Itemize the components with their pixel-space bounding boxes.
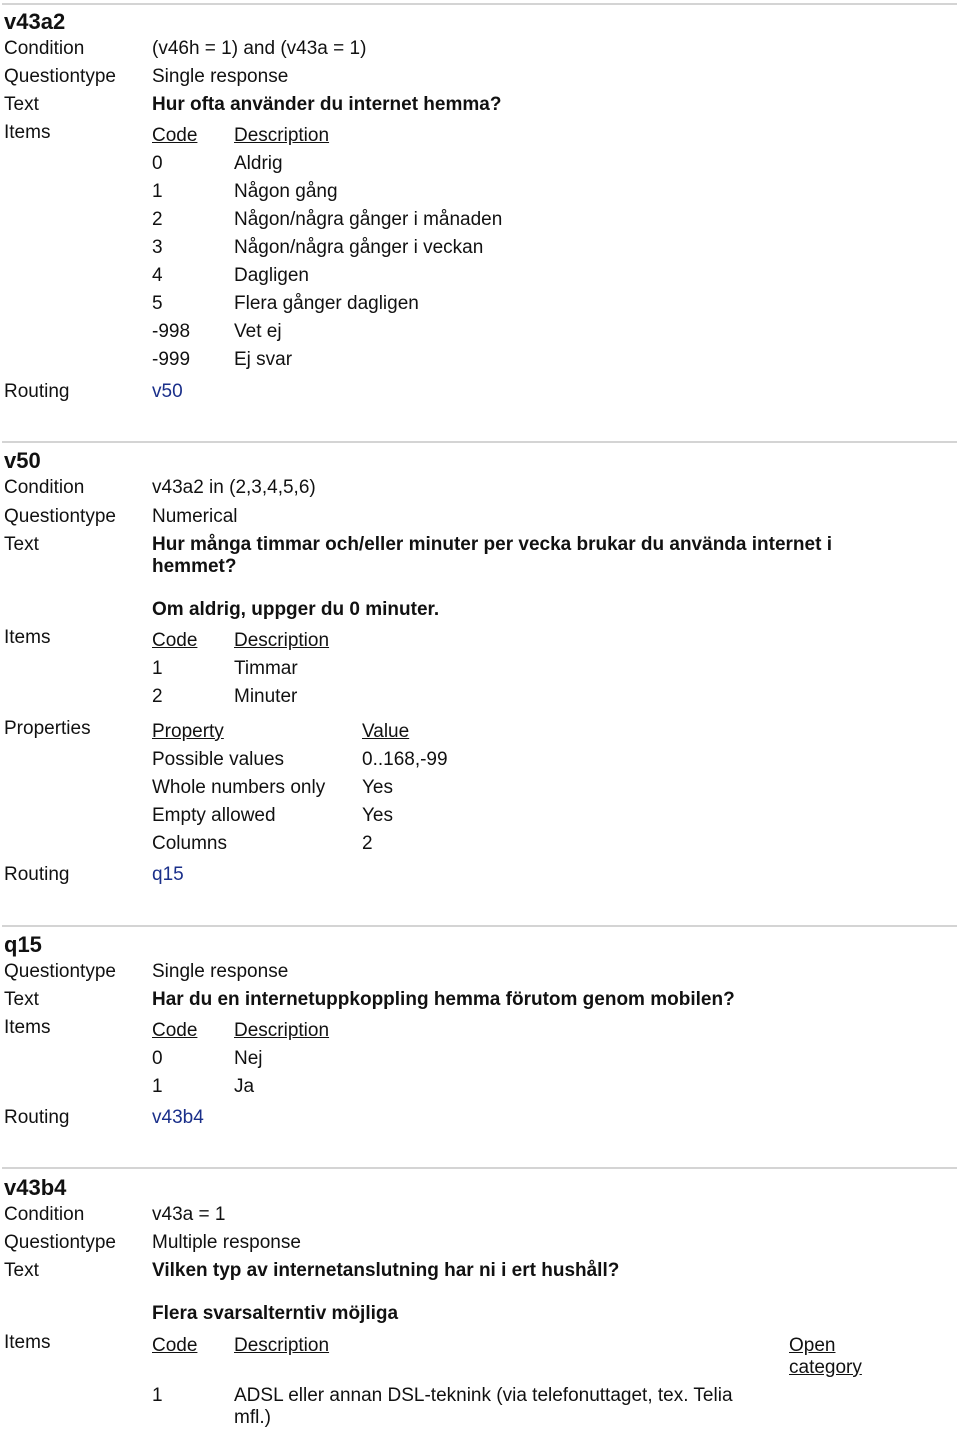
text-label: Text — [4, 1260, 39, 1281]
item-code: 1 — [152, 181, 163, 202]
condition-label: Condition — [4, 477, 85, 498]
item-description: Dagligen — [234, 265, 309, 286]
items-label: Items — [4, 627, 51, 648]
item-description: Nej — [234, 1048, 263, 1069]
item-code: 1 — [152, 1076, 163, 1097]
item-description: Timmar — [234, 658, 298, 679]
item-description: Aldrig — [234, 153, 283, 174]
question-text: Har du en internetuppkoppling hemma förutom genom mobilen? — [152, 989, 735, 1010]
property-name: Whole numbers only — [152, 777, 326, 798]
item-description: Ja — [234, 1076, 255, 1097]
code-header: Code — [152, 630, 198, 651]
item-description: Flera gånger dagligen — [234, 293, 419, 314]
value-header: Value — [362, 721, 410, 742]
item-description: Vet ej — [234, 321, 282, 342]
property-value: Yes — [362, 777, 393, 798]
question-instruction: Flera svarsalterntiv möjliga — [152, 1303, 399, 1324]
item-code: 2 — [152, 209, 163, 230]
question-text: Vilken typ av internetanslutning har ni i ert hushåll? — [152, 1260, 620, 1281]
item-code: 3 — [152, 237, 163, 258]
description-header: Description — [234, 1020, 330, 1041]
items-label: Items — [4, 1332, 51, 1353]
routing-link[interactable]: q15 — [152, 864, 184, 885]
item-description: Någon/några gånger i månaden — [234, 209, 503, 230]
routing-label: Routing — [4, 381, 70, 402]
properties-label: Properties — [4, 718, 91, 739]
question-instruction: Om aldrig, uppger du 0 minuter. — [152, 599, 440, 620]
section-divider — [2, 3, 957, 5]
code-header: Code — [152, 125, 198, 146]
item-code: -999 — [152, 349, 191, 370]
property-name: Empty allowed — [152, 805, 276, 826]
property-header: Property — [152, 721, 224, 742]
condition-value: (v46h = 1) and (v43a = 1) — [152, 38, 367, 59]
routing-label: Routing — [4, 864, 70, 885]
property-value: 2 — [362, 833, 373, 854]
open-category-header: Open category — [789, 1335, 862, 1378]
condition-label: Condition — [4, 38, 85, 59]
item-code: 1 — [152, 1385, 163, 1406]
property-value: 0..168,-99 — [362, 749, 448, 770]
item-code: 1 — [152, 658, 163, 679]
questiontype-label: Questiontype — [4, 506, 116, 527]
item-description: Ej svar — [234, 349, 293, 370]
text-label: Text — [4, 94, 39, 115]
item-code: -998 — [152, 321, 191, 342]
item-code: 5 — [152, 293, 163, 314]
condition-value: v43a = 1 — [152, 1204, 226, 1225]
questiontype-value: Numerical — [152, 506, 238, 527]
questiontype-value: Single response — [152, 66, 289, 87]
questiontype-label: Questiontype — [4, 66, 116, 87]
item-description: Någon/några gånger i veckan — [234, 237, 484, 258]
variable-name: v43a2 — [4, 9, 66, 34]
questiontype-value: Multiple response — [152, 1232, 301, 1253]
description-header: Description — [234, 125, 330, 146]
question-text: Hur ofta använder du internet hemma? — [152, 94, 502, 115]
routing-label: Routing — [4, 1107, 70, 1128]
code-header: Code — [152, 1335, 198, 1356]
condition-label: Condition — [4, 1204, 85, 1225]
item-description: ADSL eller annan DSL-teknink (via telefonuttaget, tex. Telia mfl.) — [234, 1385, 733, 1428]
items-label: Items — [4, 122, 51, 143]
variable-name: v43b4 — [4, 1175, 67, 1200]
property-name: Possible values — [152, 749, 285, 770]
section-divider — [2, 441, 957, 443]
text-label: Text — [4, 989, 39, 1010]
text-label: Text — [4, 534, 39, 555]
items-label: Items — [4, 1017, 51, 1038]
variable-name: q15 — [4, 932, 42, 957]
condition-value: v43a2 in (2,3,4,5,6) — [152, 477, 316, 498]
item-code: 2 — [152, 686, 163, 707]
description-header: Description — [234, 1335, 330, 1356]
code-header: Code — [152, 1020, 198, 1041]
item-code: 0 — [152, 1048, 163, 1069]
item-code: 0 — [152, 153, 163, 174]
property-value: Yes — [362, 805, 393, 826]
description-header: Description — [234, 630, 330, 651]
question-text: Hur många timmar och/eller minuter per vecka brukar du använda internet i hemmet? — [152, 534, 832, 577]
item-code: 4 — [152, 265, 163, 286]
questiontype-value: Single response — [152, 961, 289, 982]
section-divider — [2, 1167, 957, 1169]
variable-name: v50 — [4, 448, 41, 473]
routing-link[interactable]: v50 — [152, 381, 183, 402]
section-divider — [2, 925, 957, 927]
questiontype-label: Questiontype — [4, 961, 116, 982]
property-name: Columns — [152, 833, 227, 854]
questiontype-label: Questiontype — [4, 1232, 116, 1253]
item-description: Minuter — [234, 686, 298, 707]
item-description: Någon gång — [234, 181, 338, 202]
routing-link[interactable]: v43b4 — [152, 1107, 204, 1128]
